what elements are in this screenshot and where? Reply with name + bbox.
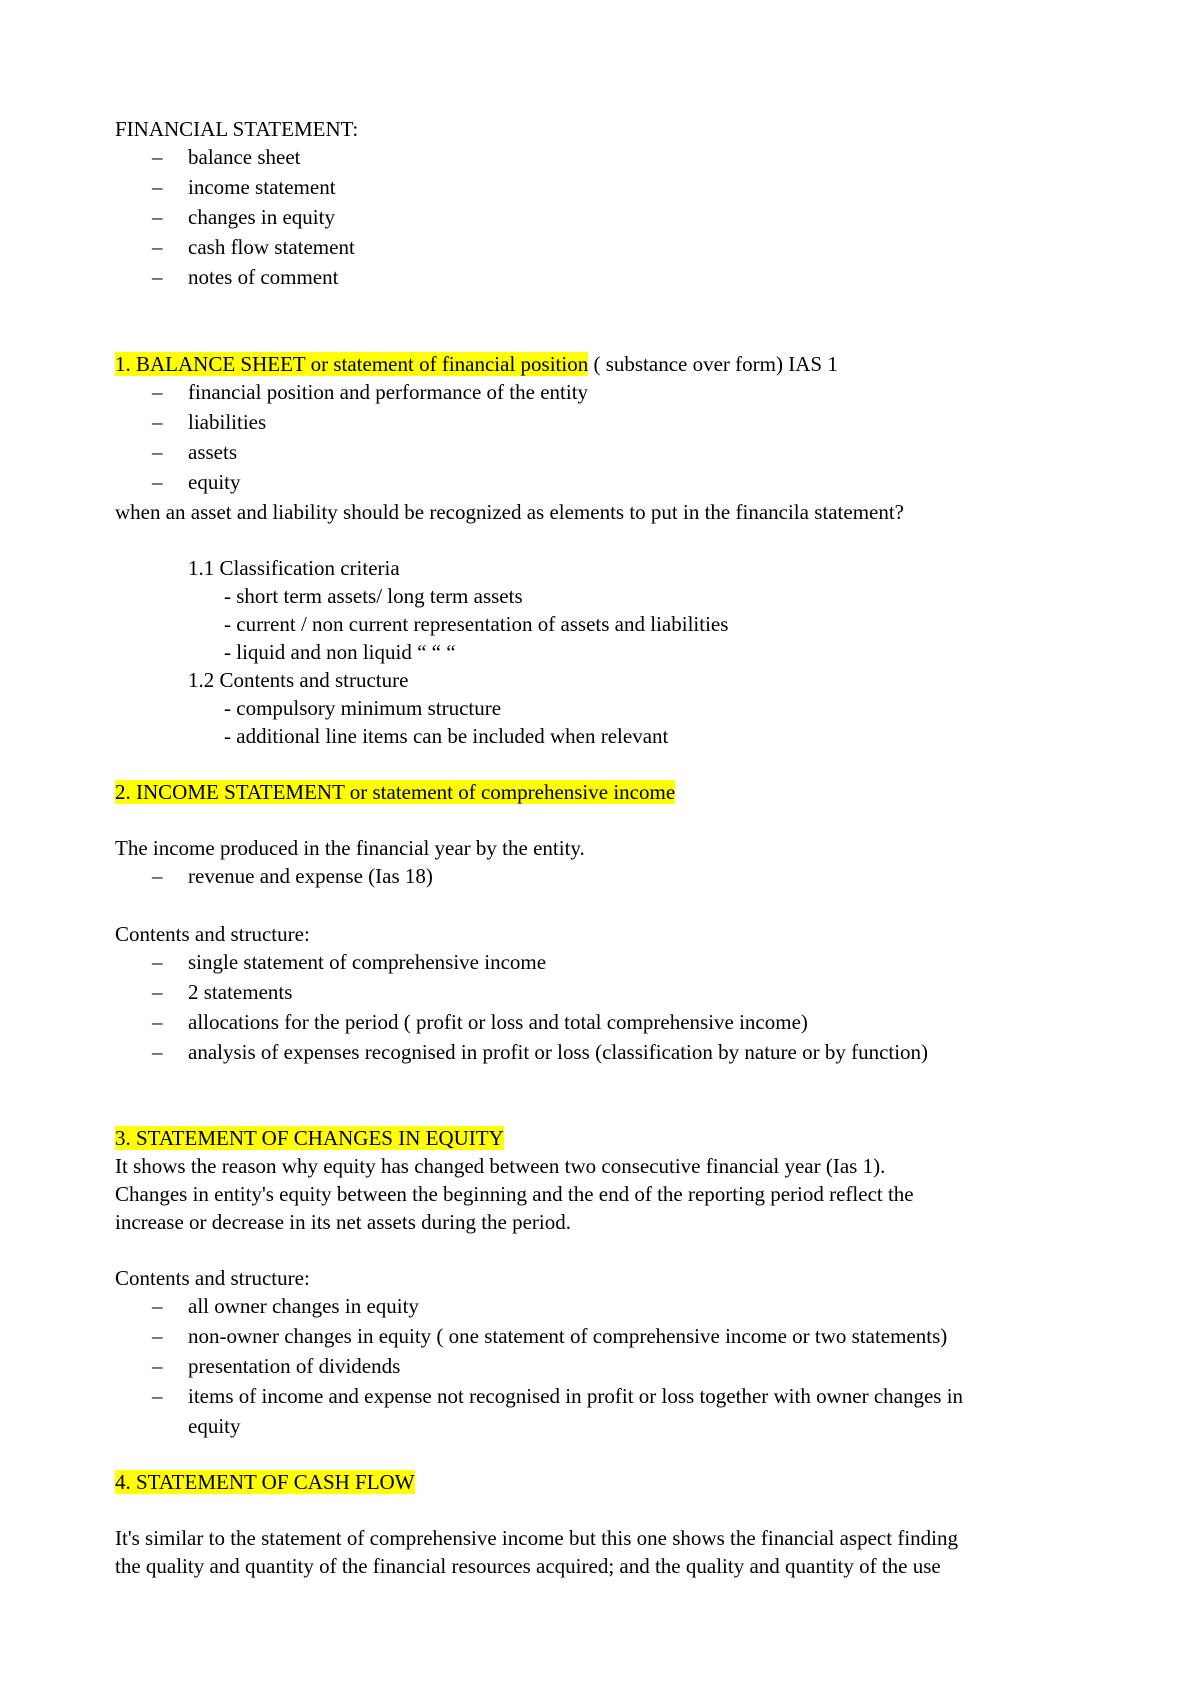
- bullet-dash: –: [152, 175, 163, 199]
- contents-label: Contents and structure:: [115, 1266, 310, 1290]
- subsection-title: 1.2 Contents and structure: [188, 668, 409, 692]
- bullet-dash: –: [152, 950, 163, 974]
- section4-heading-line: [115, 1468, 415, 1496]
- section3-heading: 3. STATEMENT OF CHANGES IN EQUITY: [115, 1126, 504, 1150]
- bullet-dash: –: [152, 980, 163, 1004]
- bullet-dash: –: [152, 235, 163, 259]
- document-page: FINANCIAL STATEMENT: – balance sheet – income statement – changes in equity – cash flow statement – notes of comment 1. BALANCE SHEET or statement of financial position ( substance over form) IAS 1 – financial position and performance of the entity – liabilities – assets – equity when an asset and liability should be recognized as elements to put in the financila statement? 1.1 Classification criteria - short term assets/ long term assets - current / non current representation of assets and liabilities - liquid and non liquid “ “ “ 1.2 Contents and structure - compulsory minimum structure - additional line items can be included when relevant 2. INCOME STATEMENT or statement of comprehensive income The income produced in the financial year by the entity. – revenue and expense (Ias 18) Contents and structure: – single statement of comprehensive income – 2 statements – allocations for the period ( profit or loss and total comprehensive income) – analysis of expenses recognised in profit or loss (classification by nature or by function) 3. STATEMENT OF CHANGES IN EQUITY It shows the reason why equity has changed between two consecutive financial year (Ias 1). Changes in entity's equity between the beginning and the end of the reporting period reflect the increase or decrease in its net assets during the period. Contents and structure: – all owner changes in equity – non-owner changes in equity ( one statement of comprehensive income or two statements) – presentation of dividends – items of income and expense not recognised in profit or loss together with owner changes in equity 4. STATEMENT OF CASH FLOW It's similar to the statement of comprehensive income but this one shows the financial aspect finding the quality and quantity of the financial resources acquired; and the quality and quantity of the use: [0, 0, 1200, 1698]
- section2-heading: 2. INCOME STATEMENT or statement of comprehensive income: [115, 780, 676, 804]
- bullet-dash: –: [152, 440, 163, 464]
- section3-heading-line: [115, 1124, 504, 1152]
- bullet-dash: –: [152, 1010, 163, 1034]
- bullet-dash: –: [152, 380, 163, 404]
- bullet-dash: –: [152, 265, 163, 289]
- bullet-dash: –: [152, 410, 163, 434]
- section1-question: when an asset and liability should be recognized as elements to put in the financila statement?: [115, 500, 905, 524]
- paragraph-line: increase or decrease in its net assets during the period.: [115, 1210, 572, 1234]
- section1-heading-line: [115, 350, 838, 378]
- bullet-dash: –: [152, 1354, 163, 1378]
- section2-heading-line: [115, 778, 675, 806]
- bullet-dash: –: [152, 1294, 163, 1318]
- section1-heading: 1. BALANCE SHEET or statement of financial position: [115, 352, 589, 376]
- bullet-dash: –: [152, 1384, 163, 1408]
- bullet-dash: –: [152, 1040, 163, 1064]
- paragraph-line: It shows the reason why equity has changed between two consecutive financial year (Ias 1).: [115, 1154, 886, 1178]
- bullet-dash: –: [152, 205, 163, 229]
- section2-intro: The income produced in the financial year by the entity.: [115, 836, 585, 860]
- bullet-dash: –: [152, 1324, 163, 1348]
- paragraph-line: Changes in entity's equity between the beginning and the end of the reporting period reflect the: [115, 1182, 914, 1206]
- sub-list-item: - short term assets/ long term assets: [224, 584, 523, 608]
- sub-list-item: - compulsory minimum structure: [224, 696, 502, 720]
- bullet-dash: –: [152, 864, 163, 888]
- document-title: FINANCIAL STATEMENT:: [115, 117, 359, 141]
- sub-list-item: - liquid and non liquid “ “ “: [224, 640, 456, 664]
- sub-list-item: - additional line items can be included when relevant: [224, 724, 669, 748]
- contents-label: Contents and structure:: [115, 922, 310, 946]
- list-item-continuation: equity: [188, 1414, 241, 1438]
- bullet-dash: –: [152, 470, 163, 494]
- section1-heading-suffix: ( substance over form) IAS 1: [588, 352, 838, 376]
- bullet-dash: –: [152, 145, 163, 169]
- section4-heading: 4. STATEMENT OF CASH FLOW: [115, 1470, 415, 1494]
- paragraph-line: It's similar to the statement of comprehensive income but this one shows the financial aspect finding: [115, 1526, 958, 1550]
- subsection-title: 1.1 Classification criteria: [188, 556, 400, 580]
- paragraph-line: the quality and quantity of the financial resources acquired; and the quality and quantity of the use: [115, 1554, 941, 1578]
- sub-list-item: - current / non current representation of assets and liabilities: [224, 612, 729, 636]
